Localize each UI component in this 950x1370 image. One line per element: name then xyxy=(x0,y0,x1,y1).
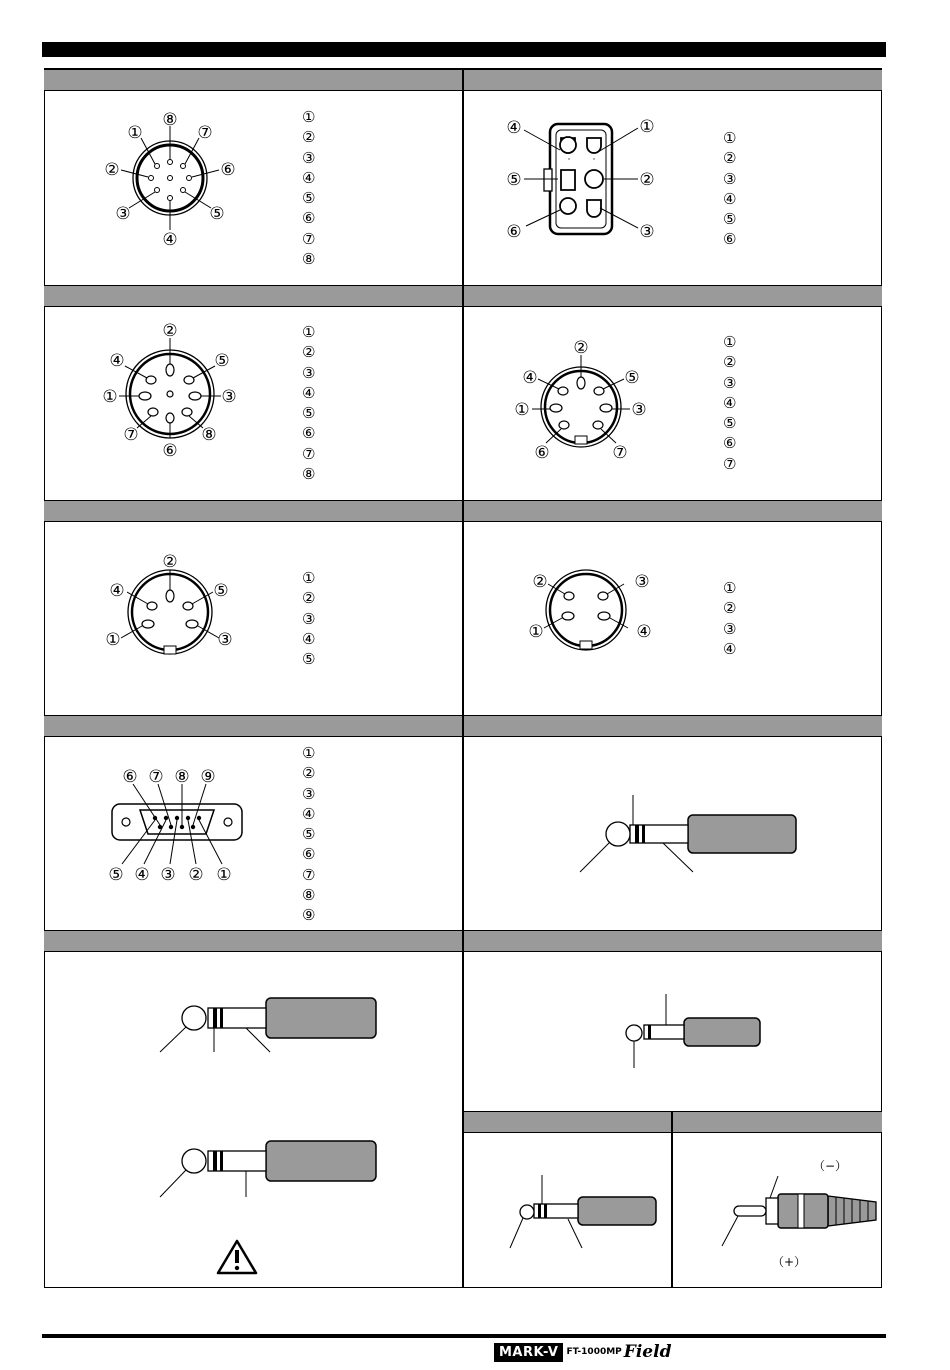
diagram-label: ⑧ xyxy=(201,425,217,445)
rca-minus-label: （−） xyxy=(813,1159,848,1173)
diagram-label: ⑤ xyxy=(209,204,225,224)
diagram-label: ② xyxy=(639,170,655,190)
connector-7pin-din-diagram xyxy=(506,333,666,468)
pin-list-4pin-din xyxy=(723,578,736,659)
diagram-label: ⑥ xyxy=(506,222,522,242)
pin-item: ⑤ xyxy=(302,189,316,208)
top-bar xyxy=(42,42,886,57)
pin-list-7pin-din xyxy=(723,332,736,474)
pin-item: ④ xyxy=(723,189,737,208)
pin-list-5pin-din xyxy=(302,568,315,669)
diagram-label: ③ xyxy=(115,204,131,224)
diagram-label: ⑤ xyxy=(624,368,640,388)
stereo-plug-diagram-upper xyxy=(158,995,388,1055)
diagram-label: ⑦ xyxy=(612,443,628,463)
header-row-6-sub xyxy=(463,1111,882,1133)
diagram-label: ① xyxy=(127,123,143,143)
pin-item: ① xyxy=(723,129,737,147)
connector-db9-diagram xyxy=(100,762,260,887)
diagram-label: ② xyxy=(162,321,178,341)
diagram-label: ⑥ xyxy=(220,160,236,180)
pin-item: ② xyxy=(302,128,316,147)
diagram-label: ② xyxy=(188,865,204,885)
warning-triangle-icon xyxy=(215,1238,259,1276)
stereo-plug-diagram xyxy=(578,790,808,880)
footer-logo xyxy=(494,1342,671,1362)
diagram-label: ⑥ xyxy=(122,767,138,787)
pin-item: ② xyxy=(723,599,737,618)
diagram-label: ③ xyxy=(160,865,176,885)
diagram-label: ③ xyxy=(217,630,233,650)
diagram-label: ④ xyxy=(162,230,178,250)
pin-item: ③ xyxy=(723,169,737,188)
diagram-label: ① xyxy=(514,400,530,420)
pin-item: ① xyxy=(302,569,316,587)
diagram-label: ④ xyxy=(109,351,125,371)
pin-item: ② xyxy=(723,353,737,372)
pin-item: ② xyxy=(302,343,316,362)
pin-item: ① xyxy=(723,579,737,597)
diagram-label: ⑧ xyxy=(174,767,190,787)
pin-item: ④ xyxy=(302,804,316,823)
pin-item: ⑤ xyxy=(302,404,316,423)
pin-item: ① xyxy=(302,744,316,762)
diagram-label: ② xyxy=(162,552,178,572)
diagram-label: ⑤ xyxy=(506,170,522,190)
bottom-bar xyxy=(42,1334,886,1338)
diagram-label: ③ xyxy=(221,387,237,407)
pin-item: ③ xyxy=(723,619,737,638)
pin-item: ④ xyxy=(723,639,737,658)
pin-item: ③ xyxy=(302,609,316,628)
logo-field: Field xyxy=(623,1342,672,1362)
pin-list-8pin xyxy=(302,107,315,269)
diagram-label: ⑦ xyxy=(123,425,139,445)
diagram-label: ⑥ xyxy=(162,441,178,461)
pin-item: ④ xyxy=(302,629,316,648)
diagram-label: ④ xyxy=(636,622,652,642)
center-divider xyxy=(462,69,464,1288)
pin-item: ⑨ xyxy=(302,906,316,925)
pin-item: ⑥ xyxy=(723,230,737,249)
diagram-label: ⑨ xyxy=(200,767,216,787)
diagram-label: ② xyxy=(104,160,120,180)
diagram-label: ③ xyxy=(639,222,655,242)
pin-item: ⑥ xyxy=(302,209,316,228)
pin-item: ⑦ xyxy=(302,865,316,884)
pin-item: ③ xyxy=(723,373,737,392)
pin-item: ⑦ xyxy=(302,229,316,248)
pin-item: ⑤ xyxy=(723,210,737,229)
pin-item: ② xyxy=(302,589,316,608)
pin-item: ⑧ xyxy=(302,250,316,269)
sub-divider xyxy=(671,1111,673,1288)
pin-item: ③ xyxy=(302,784,316,803)
diagram-label: ① xyxy=(216,865,232,885)
pin-item: ③ xyxy=(302,363,316,382)
connector-8pin-diagram xyxy=(95,108,255,253)
pin-item: ⑧ xyxy=(302,465,316,484)
diagram-label: ① xyxy=(528,622,544,642)
pin-list-6pin xyxy=(723,128,736,250)
pin-item: ① xyxy=(302,108,316,126)
pin-list-db9 xyxy=(302,743,315,926)
diagram-label: ④ xyxy=(109,581,125,601)
stereo-mini-plug-diagram xyxy=(508,1172,668,1252)
diagram-label: ④ xyxy=(506,118,522,138)
diagram-label: ④ xyxy=(134,865,150,885)
logo-mark: MARK-V xyxy=(494,1343,563,1362)
connector-4pin-din-diagram xyxy=(514,566,674,666)
pin-item: ⑥ xyxy=(723,434,737,453)
diagram-label: ⑥ xyxy=(534,443,550,463)
diagram-label: ① xyxy=(639,117,655,137)
diagram-label: ③ xyxy=(634,572,650,592)
connector-8pin-din-diagram xyxy=(95,318,255,463)
diagram-label: ③ xyxy=(631,400,647,420)
pin-item: ③ xyxy=(302,148,316,167)
pin-item: ⑦ xyxy=(302,444,316,463)
pin-item: ⑤ xyxy=(302,825,316,844)
diagram-label: ② xyxy=(532,572,548,592)
rca-plus-label: （+） xyxy=(772,1255,807,1269)
pin-item: ① xyxy=(302,323,316,341)
diagram-label: ⑤ xyxy=(214,351,230,371)
pin-item: ② xyxy=(723,149,737,168)
diagram-label: ⑧ xyxy=(162,110,178,130)
pin-item: ② xyxy=(302,764,316,783)
pin-item: ⑤ xyxy=(302,650,316,669)
mono-plug-diagram-lower xyxy=(158,1138,388,1200)
pin-item: ⑤ xyxy=(723,414,737,433)
diagram-label: ② xyxy=(573,338,589,358)
logo-model: FT-1000MP xyxy=(566,1347,622,1357)
mono-mini-plug-diagram xyxy=(620,992,770,1072)
diagram-label: ① xyxy=(102,387,118,407)
pin-item: ④ xyxy=(302,383,316,402)
diagram-label: ⑤ xyxy=(213,581,229,601)
diagram-label: ④ xyxy=(522,368,538,388)
pin-item: ④ xyxy=(723,393,737,412)
diagram-label: ⑦ xyxy=(197,123,213,143)
rca-plug-diagram xyxy=(716,1172,886,1252)
pin-item: ⑦ xyxy=(723,454,737,473)
pin-item: ⑧ xyxy=(302,886,316,905)
pin-list-8pin-din xyxy=(302,322,315,484)
pin-item: ⑥ xyxy=(302,424,316,443)
diagram-label: ⑤ xyxy=(108,865,124,885)
pin-item: ① xyxy=(723,333,737,351)
pin-item: ⑥ xyxy=(302,845,316,864)
pin-item: ④ xyxy=(302,168,316,187)
diagram-label: ⑦ xyxy=(148,767,164,787)
diagram-label: ① xyxy=(105,630,121,650)
connector-6pin-molex-diagram xyxy=(500,112,670,247)
connector-5pin-din-diagram xyxy=(95,548,255,663)
